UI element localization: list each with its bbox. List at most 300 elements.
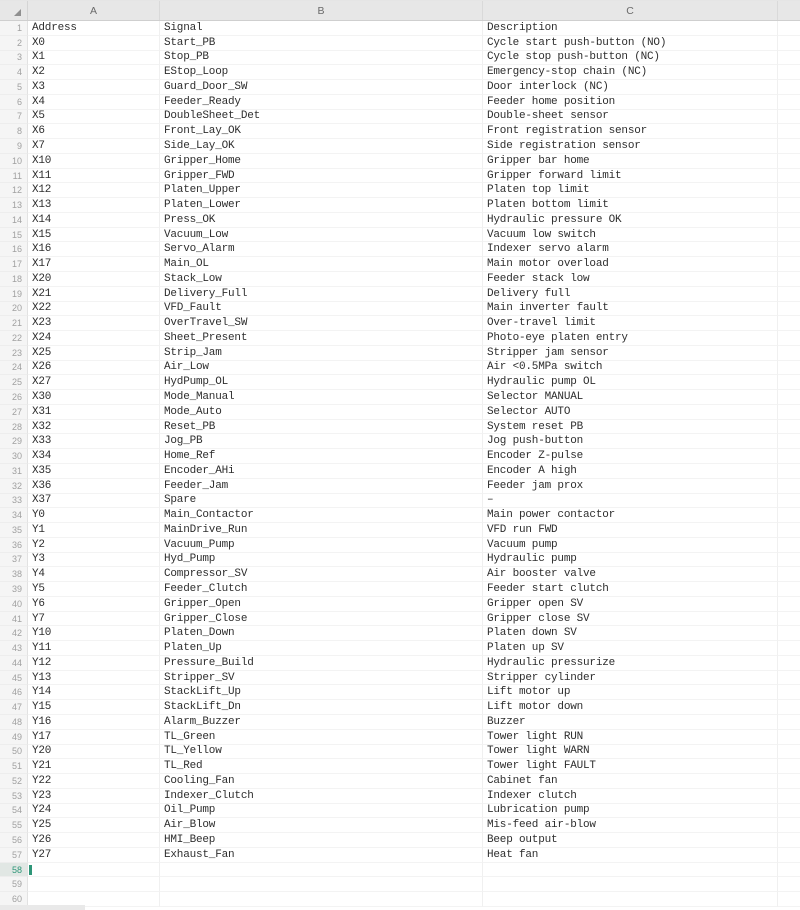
row-header-22[interactable]: 22 xyxy=(0,331,28,346)
cell-D3[interactable] xyxy=(778,51,800,66)
cell-A26[interactable]: X30 xyxy=(28,390,160,405)
cell-C35[interactable]: VFD run FWD xyxy=(483,523,778,538)
cell-B46[interactable]: StackLift_Up xyxy=(160,685,483,700)
cell-B18[interactable]: Stack_Low xyxy=(160,272,483,287)
row-header-33[interactable]: 33 xyxy=(0,494,28,509)
cell-C27[interactable]: Selector AUTO xyxy=(483,405,778,420)
cell-C12[interactable]: Platen top limit xyxy=(483,183,778,198)
cell-C40[interactable]: Gripper open SV xyxy=(483,597,778,612)
row-header-11[interactable]: 11 xyxy=(0,169,28,184)
cell-B5[interactable]: Guard_Door_SW xyxy=(160,80,483,95)
row-header-29[interactable]: 29 xyxy=(0,434,28,449)
cell-D46[interactable] xyxy=(778,685,800,700)
row-header-3[interactable]: 3 xyxy=(0,51,28,66)
cell-C10[interactable]: Gripper bar home xyxy=(483,154,778,169)
cell-C46[interactable]: Lift motor up xyxy=(483,685,778,700)
column-header-b[interactable]: B xyxy=(160,1,483,20)
cell-D39[interactable] xyxy=(778,582,800,597)
cell-D18[interactable] xyxy=(778,272,800,287)
cell-B32[interactable]: Feeder_Jam xyxy=(160,479,483,494)
row-header-48[interactable]: 48 xyxy=(0,715,28,730)
row-header-49[interactable]: 49 xyxy=(0,730,28,745)
cell-C47[interactable]: Lift motor down xyxy=(483,700,778,715)
cell-B7[interactable]: DoubleSheet_Det xyxy=(160,110,483,125)
cell-D32[interactable] xyxy=(778,479,800,494)
row-header-43[interactable]: 43 xyxy=(0,641,28,656)
cell-D1[interactable] xyxy=(778,21,800,36)
cell-C15[interactable]: Vacuum low switch xyxy=(483,228,778,243)
cell-A22[interactable]: X24 xyxy=(28,331,160,346)
cell-C59[interactable] xyxy=(483,877,778,892)
row-header-53[interactable]: 53 xyxy=(0,789,28,804)
cell-D7[interactable] xyxy=(778,110,800,125)
cell-D33[interactable] xyxy=(778,494,800,509)
cell-D5[interactable] xyxy=(778,80,800,95)
row-header-14[interactable]: 14 xyxy=(0,213,28,228)
row-header-36[interactable]: 36 xyxy=(0,538,28,553)
cell-B42[interactable]: Platen_Down xyxy=(160,626,483,641)
cell-C37[interactable]: Hydraulic pump xyxy=(483,553,778,568)
cell-D49[interactable] xyxy=(778,730,800,745)
row-header-50[interactable]: 50 xyxy=(0,745,28,760)
cell-B27[interactable]: Mode_Auto xyxy=(160,405,483,420)
cell-A40[interactable]: Y6 xyxy=(28,597,160,612)
cell-C19[interactable]: Delivery full xyxy=(483,287,778,302)
column-header-a[interactable]: A xyxy=(28,1,160,20)
cell-D36[interactable] xyxy=(778,538,800,553)
cell-D24[interactable] xyxy=(778,361,800,376)
cell-A39[interactable]: Y5 xyxy=(28,582,160,597)
cell-C29[interactable]: Jog push-button xyxy=(483,434,778,449)
cell-A15[interactable]: X15 xyxy=(28,228,160,243)
cell-B54[interactable]: Oil_Pump xyxy=(160,804,483,819)
cell-B58[interactable] xyxy=(160,863,483,878)
cell-C33[interactable]: – xyxy=(483,494,778,509)
cell-B37[interactable]: Hyd_Pump xyxy=(160,553,483,568)
cell-B23[interactable]: Strip_Jam xyxy=(160,346,483,361)
cell-A53[interactable]: Y23 xyxy=(28,789,160,804)
select-all-corner[interactable] xyxy=(0,1,28,20)
row-header-7[interactable]: 7 xyxy=(0,110,28,125)
cell-C20[interactable]: Main inverter fault xyxy=(483,302,778,317)
cell-D30[interactable] xyxy=(778,449,800,464)
cell-B34[interactable]: Main_Contactor xyxy=(160,508,483,523)
cell-C54[interactable]: Lubrication pump xyxy=(483,804,778,819)
cell-C26[interactable]: Selector MANUAL xyxy=(483,390,778,405)
row-header-39[interactable]: 39 xyxy=(0,582,28,597)
cell-A6[interactable]: X4 xyxy=(28,95,160,110)
cell-A49[interactable]: Y17 xyxy=(28,730,160,745)
cell-C23[interactable]: Stripper jam sensor xyxy=(483,346,778,361)
cell-C58[interactable] xyxy=(483,863,778,878)
cell-A32[interactable]: X36 xyxy=(28,479,160,494)
cell-A57[interactable]: Y27 xyxy=(28,848,160,863)
cell-A19[interactable]: X21 xyxy=(28,287,160,302)
row-header-42[interactable]: 42 xyxy=(0,626,28,641)
cell-D58[interactable] xyxy=(778,863,800,878)
row-header-38[interactable]: 38 xyxy=(0,567,28,582)
cell-C56[interactable]: Beep output xyxy=(483,833,778,848)
cell-B28[interactable]: Reset_PB xyxy=(160,420,483,435)
cell-B35[interactable]: MainDrive_Run xyxy=(160,523,483,538)
cell-C1[interactable]: Description xyxy=(483,21,778,36)
cell-C7[interactable]: Double-sheet sensor xyxy=(483,110,778,125)
cell-B12[interactable]: Platen_Upper xyxy=(160,183,483,198)
cell-D10[interactable] xyxy=(778,154,800,169)
cell-B2[interactable]: Start_PB xyxy=(160,36,483,51)
cell-D28[interactable] xyxy=(778,420,800,435)
cell-D42[interactable] xyxy=(778,626,800,641)
cell-A33[interactable]: X37 xyxy=(28,494,160,509)
cell-B6[interactable]: Feeder_Ready xyxy=(160,95,483,110)
row-header-44[interactable]: 44 xyxy=(0,656,28,671)
cell-B21[interactable]: OverTravel_SW xyxy=(160,316,483,331)
cell-A20[interactable]: X22 xyxy=(28,302,160,317)
cell-D16[interactable] xyxy=(778,242,800,257)
cell-C8[interactable]: Front registration sensor xyxy=(483,124,778,139)
cell-D44[interactable] xyxy=(778,656,800,671)
row-header-26[interactable]: 26 xyxy=(0,390,28,405)
cell-C25[interactable]: Hydraulic pump OL xyxy=(483,375,778,390)
row-header-17[interactable]: 17 xyxy=(0,257,28,272)
cell-A10[interactable]: X10 xyxy=(28,154,160,169)
row-header-23[interactable]: 23 xyxy=(0,346,28,361)
cell-B30[interactable]: Home_Ref xyxy=(160,449,483,464)
row-header-34[interactable]: 34 xyxy=(0,508,28,523)
cell-D45[interactable] xyxy=(778,671,800,686)
column-header-partial[interactable] xyxy=(778,1,800,20)
cell-B40[interactable]: Gripper_Open xyxy=(160,597,483,612)
row-header-30[interactable]: 30 xyxy=(0,449,28,464)
cell-A30[interactable]: X34 xyxy=(28,449,160,464)
cell-A13[interactable]: X13 xyxy=(28,198,160,213)
cell-C6[interactable]: Feeder home position xyxy=(483,95,778,110)
cell-B47[interactable]: StackLift_Dn xyxy=(160,700,483,715)
cell-B60[interactable] xyxy=(160,892,483,907)
cell-C60[interactable] xyxy=(483,892,778,907)
row-header-51[interactable]: 51 xyxy=(0,759,28,774)
cell-D40[interactable] xyxy=(778,597,800,612)
cell-B8[interactable]: Front_Lay_OK xyxy=(160,124,483,139)
cell-D41[interactable] xyxy=(778,612,800,627)
row-header-12[interactable]: 12 xyxy=(0,183,28,198)
cell-C30[interactable]: Encoder Z-pulse xyxy=(483,449,778,464)
row-header-46[interactable]: 46 xyxy=(0,685,28,700)
cell-B17[interactable]: Main_OL xyxy=(160,257,483,272)
row-header-28[interactable]: 28 xyxy=(0,420,28,435)
cell-D59[interactable] xyxy=(778,877,800,892)
cell-D9[interactable] xyxy=(778,139,800,154)
cell-D27[interactable] xyxy=(778,405,800,420)
row-header-18[interactable]: 18 xyxy=(0,272,28,287)
row-header-57[interactable]: 57 xyxy=(0,848,28,863)
row-header-52[interactable]: 52 xyxy=(0,774,28,789)
cell-A36[interactable]: Y2 xyxy=(28,538,160,553)
cell-B36[interactable]: Vacuum_Pump xyxy=(160,538,483,553)
cell-A25[interactable]: X27 xyxy=(28,375,160,390)
cell-B56[interactable]: HMI_Beep xyxy=(160,833,483,848)
cell-D31[interactable] xyxy=(778,464,800,479)
row-header-54[interactable]: 54 xyxy=(0,804,28,819)
cell-D48[interactable] xyxy=(778,715,800,730)
cell-A47[interactable]: Y15 xyxy=(28,700,160,715)
cell-B59[interactable] xyxy=(160,877,483,892)
cell-C51[interactable]: Tower light FAULT xyxy=(483,759,778,774)
cell-A14[interactable]: X14 xyxy=(28,213,160,228)
cell-C52[interactable]: Cabinet fan xyxy=(483,774,778,789)
row-header-58[interactable]: 58 xyxy=(0,863,28,878)
cell-B25[interactable]: HydPump_OL xyxy=(160,375,483,390)
cell-A5[interactable]: X3 xyxy=(28,80,160,95)
cell-B33[interactable]: Spare xyxy=(160,494,483,509)
cell-C36[interactable]: Vacuum pump xyxy=(483,538,778,553)
cell-C21[interactable]: Over-travel limit xyxy=(483,316,778,331)
cell-D34[interactable] xyxy=(778,508,800,523)
cell-A16[interactable]: X16 xyxy=(28,242,160,257)
row-header-21[interactable]: 21 xyxy=(0,316,28,331)
cell-B41[interactable]: Gripper_Close xyxy=(160,612,483,627)
row-header-32[interactable]: 32 xyxy=(0,479,28,494)
cell-D21[interactable] xyxy=(778,316,800,331)
cell-C38[interactable]: Air booster valve xyxy=(483,567,778,582)
row-header-59[interactable]: 59 xyxy=(0,877,28,892)
cell-C31[interactable]: Encoder A high xyxy=(483,464,778,479)
cell-A42[interactable]: Y10 xyxy=(28,626,160,641)
cell-A29[interactable]: X33 xyxy=(28,434,160,449)
row-header-13[interactable]: 13 xyxy=(0,198,28,213)
cell-D47[interactable] xyxy=(778,700,800,715)
cell-A9[interactable]: X7 xyxy=(28,139,160,154)
cell-B45[interactable]: Stripper_SV xyxy=(160,671,483,686)
cell-C18[interactable]: Feeder stack low xyxy=(483,272,778,287)
cell-D51[interactable] xyxy=(778,759,800,774)
cell-A21[interactable]: X23 xyxy=(28,316,160,331)
cell-C11[interactable]: Gripper forward limit xyxy=(483,169,778,184)
cell-A51[interactable]: Y21 xyxy=(28,759,160,774)
cell-B4[interactable]: EStop_Loop xyxy=(160,65,483,80)
cell-C22[interactable]: Photo-eye platen entry xyxy=(483,331,778,346)
cell-D13[interactable] xyxy=(778,198,800,213)
cell-A34[interactable]: Y0 xyxy=(28,508,160,523)
cell-B38[interactable]: Compressor_SV xyxy=(160,567,483,582)
cell-A4[interactable]: X2 xyxy=(28,65,160,80)
row-header-5[interactable]: 5 xyxy=(0,80,28,95)
cell-B11[interactable]: Gripper_FWD xyxy=(160,169,483,184)
row-header-20[interactable]: 20 xyxy=(0,302,28,317)
cell-A1[interactable]: Address xyxy=(28,21,160,36)
cell-A3[interactable]: X1 xyxy=(28,51,160,66)
cell-A27[interactable]: X31 xyxy=(28,405,160,420)
cell-B48[interactable]: Alarm_Buzzer xyxy=(160,715,483,730)
cell-C4[interactable]: Emergency-stop chain (NC) xyxy=(483,65,778,80)
cell-B39[interactable]: Feeder_Clutch xyxy=(160,582,483,597)
cell-A45[interactable]: Y13 xyxy=(28,671,160,686)
row-header-8[interactable]: 8 xyxy=(0,124,28,139)
cell-D37[interactable] xyxy=(778,553,800,568)
cell-A7[interactable]: X5 xyxy=(28,110,160,125)
cell-C32[interactable]: Feeder jam prox xyxy=(483,479,778,494)
row-header-25[interactable]: 25 xyxy=(0,375,28,390)
cell-B55[interactable]: Air_Blow xyxy=(160,818,483,833)
row-header-2[interactable]: 2 xyxy=(0,36,28,51)
cell-C28[interactable]: System reset PB xyxy=(483,420,778,435)
row-header-40[interactable]: 40 xyxy=(0,597,28,612)
cell-B44[interactable]: Pressure_Build xyxy=(160,656,483,671)
cell-D26[interactable] xyxy=(778,390,800,405)
row-header-1[interactable]: 1 xyxy=(0,21,28,36)
cell-C2[interactable]: Cycle start push-button (NO) xyxy=(483,36,778,51)
cell-B29[interactable]: Jog_PB xyxy=(160,434,483,449)
cell-D22[interactable] xyxy=(778,331,800,346)
cell-D12[interactable] xyxy=(778,183,800,198)
cell-A41[interactable]: Y7 xyxy=(28,612,160,627)
cell-B31[interactable]: Encoder_AHi xyxy=(160,464,483,479)
cell-C13[interactable]: Platen bottom limit xyxy=(483,198,778,213)
cell-C39[interactable]: Feeder start clutch xyxy=(483,582,778,597)
cell-A50[interactable]: Y20 xyxy=(28,745,160,760)
cell-A43[interactable]: Y11 xyxy=(28,641,160,656)
cell-D29[interactable] xyxy=(778,434,800,449)
cell-C17[interactable]: Main motor overload xyxy=(483,257,778,272)
cell-A46[interactable]: Y14 xyxy=(28,685,160,700)
cell-B50[interactable]: TL_Yellow xyxy=(160,745,483,760)
cell-B13[interactable]: Platen_Lower xyxy=(160,198,483,213)
row-header-15[interactable]: 15 xyxy=(0,228,28,243)
cell-A52[interactable]: Y22 xyxy=(28,774,160,789)
cell-C49[interactable]: Tower light RUN xyxy=(483,730,778,745)
cell-A35[interactable]: Y1 xyxy=(28,523,160,538)
cell-B51[interactable]: TL_Red xyxy=(160,759,483,774)
row-header-9[interactable]: 9 xyxy=(0,139,28,154)
cell-C5[interactable]: Door interlock (NC) xyxy=(483,80,778,95)
cell-C16[interactable]: Indexer servo alarm xyxy=(483,242,778,257)
cell-C24[interactable]: Air <0.5MPa switch xyxy=(483,361,778,376)
cell-D60[interactable] xyxy=(778,892,800,907)
column-header-c[interactable]: C xyxy=(483,1,778,20)
row-header-19[interactable]: 19 xyxy=(0,287,28,302)
cell-B22[interactable]: Sheet_Present xyxy=(160,331,483,346)
cell-C48[interactable]: Buzzer xyxy=(483,715,778,730)
row-header-60[interactable]: 60 xyxy=(0,892,28,907)
cell-D4[interactable] xyxy=(778,65,800,80)
cell-A56[interactable]: Y26 xyxy=(28,833,160,848)
row-header-37[interactable]: 37 xyxy=(0,553,28,568)
cell-B9[interactable]: Side_Lay_OK xyxy=(160,139,483,154)
cell-A54[interactable]: Y24 xyxy=(28,804,160,819)
cell-C53[interactable]: Indexer clutch xyxy=(483,789,778,804)
cell-A59[interactable] xyxy=(28,877,160,892)
cell-A12[interactable]: X12 xyxy=(28,183,160,198)
row-header-41[interactable]: 41 xyxy=(0,612,28,627)
cell-D11[interactable] xyxy=(778,169,800,184)
row-header-16[interactable]: 16 xyxy=(0,242,28,257)
cell-D43[interactable] xyxy=(778,641,800,656)
cell-A28[interactable]: X32 xyxy=(28,420,160,435)
cell-C55[interactable]: Mis-feed air-blow xyxy=(483,818,778,833)
cell-B57[interactable]: Exhaust_Fan xyxy=(160,848,483,863)
cell-D6[interactable] xyxy=(778,95,800,110)
cell-A11[interactable]: X11 xyxy=(28,169,160,184)
row-header-55[interactable]: 55 xyxy=(0,818,28,833)
cell-A44[interactable]: Y12 xyxy=(28,656,160,671)
cell-B26[interactable]: Mode_Manual xyxy=(160,390,483,405)
cell-C43[interactable]: Platen up SV xyxy=(483,641,778,656)
row-header-24[interactable]: 24 xyxy=(0,361,28,376)
row-header-10[interactable]: 10 xyxy=(0,154,28,169)
cell-C14[interactable]: Hydraulic pressure OK xyxy=(483,213,778,228)
cell-A48[interactable]: Y16 xyxy=(28,715,160,730)
cell-B16[interactable]: Servo_Alarm xyxy=(160,242,483,257)
cell-D15[interactable] xyxy=(778,228,800,243)
cell-B14[interactable]: Press_OK xyxy=(160,213,483,228)
cell-C42[interactable]: Platen down SV xyxy=(483,626,778,641)
cell-A38[interactable]: Y4 xyxy=(28,567,160,582)
row-header-56[interactable]: 56 xyxy=(0,833,28,848)
cell-B43[interactable]: Platen_Up xyxy=(160,641,483,656)
cell-A24[interactable]: X26 xyxy=(28,361,160,376)
cell-A31[interactable]: X35 xyxy=(28,464,160,479)
cell-B52[interactable]: Cooling_Fan xyxy=(160,774,483,789)
cell-D19[interactable] xyxy=(778,287,800,302)
cell-D57[interactable] xyxy=(778,848,800,863)
cell-C9[interactable]: Side registration sensor xyxy=(483,139,778,154)
cell-D17[interactable] xyxy=(778,257,800,272)
cell-D54[interactable] xyxy=(778,804,800,819)
cell-D14[interactable] xyxy=(778,213,800,228)
cell-A18[interactable]: X20 xyxy=(28,272,160,287)
cell-B19[interactable]: Delivery_Full xyxy=(160,287,483,302)
cell-D55[interactable] xyxy=(778,818,800,833)
cell-D50[interactable] xyxy=(778,745,800,760)
cell-B3[interactable]: Stop_PB xyxy=(160,51,483,66)
cell-C41[interactable]: Gripper close SV xyxy=(483,612,778,627)
cell-A2[interactable]: X0 xyxy=(28,36,160,51)
cell-D23[interactable] xyxy=(778,346,800,361)
cell-D2[interactable] xyxy=(778,36,800,51)
cell-D25[interactable] xyxy=(778,375,800,390)
cell-D35[interactable] xyxy=(778,523,800,538)
cell-D53[interactable] xyxy=(778,789,800,804)
cell-B24[interactable]: Air_Low xyxy=(160,361,483,376)
cell-C3[interactable]: Cycle stop push-button (NC) xyxy=(483,51,778,66)
cell-D38[interactable] xyxy=(778,567,800,582)
cell-B15[interactable]: Vacuum_Low xyxy=(160,228,483,243)
cell-A58[interactable] xyxy=(28,863,160,878)
row-header-4[interactable]: 4 xyxy=(0,65,28,80)
cell-D52[interactable] xyxy=(778,774,800,789)
cell-D8[interactable] xyxy=(778,124,800,139)
row-header-47[interactable]: 47 xyxy=(0,700,28,715)
row-header-31[interactable]: 31 xyxy=(0,464,28,479)
row-header-6[interactable]: 6 xyxy=(0,95,28,110)
cell-B10[interactable]: Gripper_Home xyxy=(160,154,483,169)
cell-B1[interactable]: Signal xyxy=(160,21,483,36)
cell-A37[interactable]: Y3 xyxy=(28,553,160,568)
cell-A23[interactable]: X25 xyxy=(28,346,160,361)
row-header-35[interactable]: 35 xyxy=(0,523,28,538)
cell-D56[interactable] xyxy=(778,833,800,848)
cell-B49[interactable]: TL_Green xyxy=(160,730,483,745)
cell-D20[interactable] xyxy=(778,302,800,317)
row-header-27[interactable]: 27 xyxy=(0,405,28,420)
cell-C34[interactable]: Main power contactor xyxy=(483,508,778,523)
cell-B20[interactable]: VFD_Fault xyxy=(160,302,483,317)
cell-A17[interactable]: X17 xyxy=(28,257,160,272)
cell-C45[interactable]: Stripper cylinder xyxy=(483,671,778,686)
cell-C57[interactable]: Heat fan xyxy=(483,848,778,863)
cell-C44[interactable]: Hydraulic pressurize xyxy=(483,656,778,671)
cell-A55[interactable]: Y25 xyxy=(28,818,160,833)
